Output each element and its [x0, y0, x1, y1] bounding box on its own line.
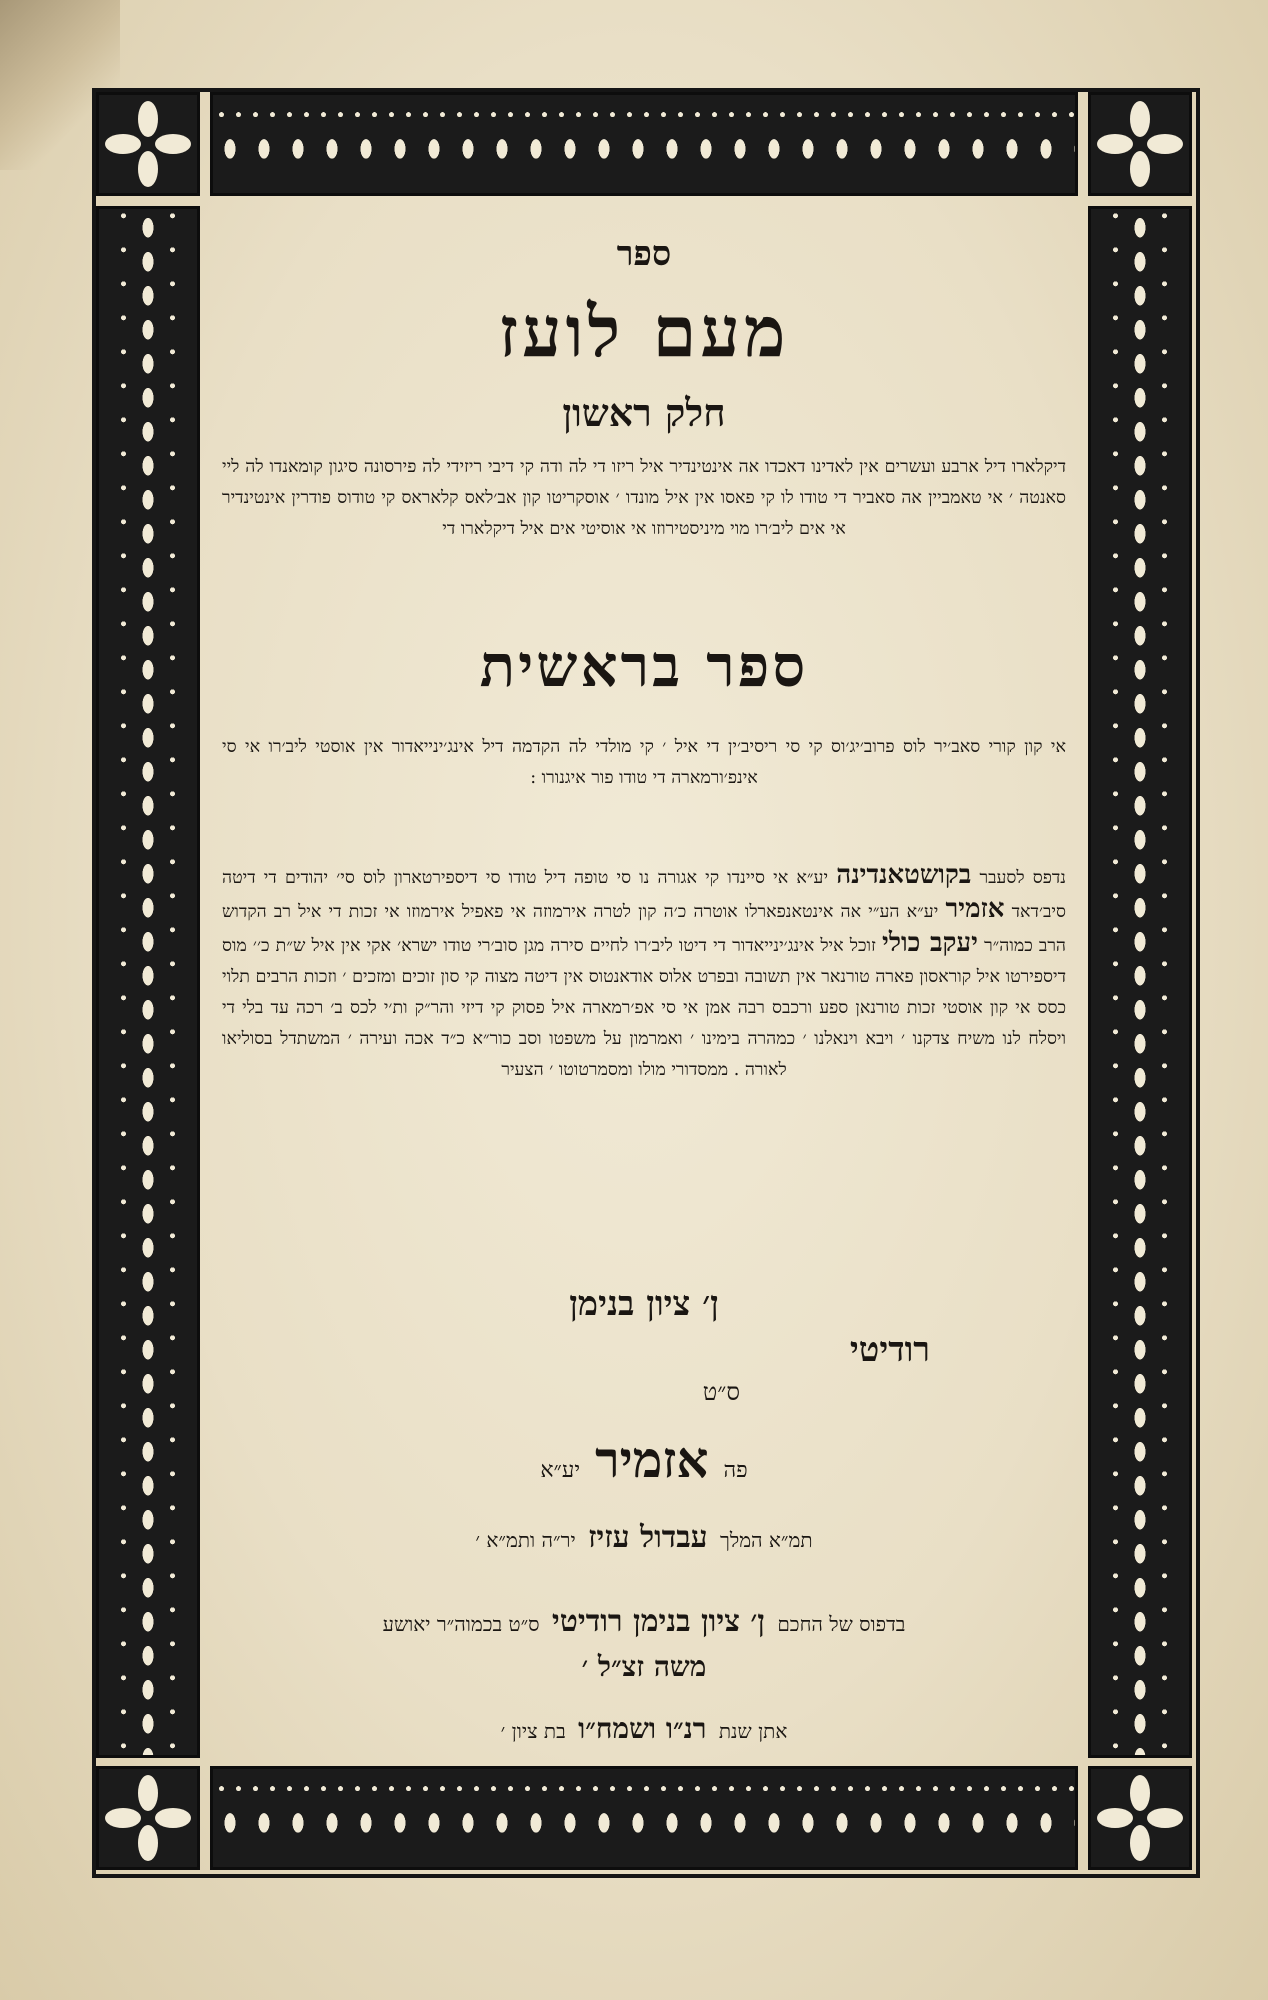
- sultan-name: עבדול עזיז: [588, 1520, 708, 1555]
- corner-rosette-icon: [96, 1766, 200, 1870]
- sultan-pre: תמ״א המלך: [720, 1528, 813, 1552]
- imprint-printer-line2: משה זצ״ל ׳: [581, 1650, 707, 1683]
- author-name-line2: רודיטי: [849, 1330, 930, 1370]
- main-mid-1: יע״א אי סיינדו קי אגורה נו סי טופה דיל טודו סי דיספירטארון לוס סי׳ יהודים די דיטה סיב׳דאד: [222, 868, 1066, 922]
- year-pre: אתן שנת: [718, 1719, 788, 1743]
- imprint-printer: [218, 1604, 1070, 1639]
- intro-paragraph: אי קון קורי סאב׳יר לוס פרוב׳יג׳וס קי סי ריסיב׳ין די איל ׳ קי מולדי לה הקדמה דיל אינג׳ינייאדור אין אוסטי ליב׳רו אי סי אינפ׳ורמארה די טודו פור איגנורו :: [222, 737, 1066, 788]
- corner-rosette-icon: [96, 92, 200, 196]
- printing-history-paragraph: [218, 860, 1070, 1086]
- border-band-left: [96, 206, 200, 1758]
- part-label: חלק ראשון: [562, 390, 726, 435]
- border-band-bottom: [210, 1766, 1078, 1870]
- corner-rosette-icon: [1088, 92, 1192, 196]
- author-name-line1: ן׳ ציון בנימן: [569, 1284, 719, 1324]
- printer-post: ס״ט בכמוה״ר יאושע: [382, 1612, 540, 1636]
- main-mid-2: יע״א הע״י אה אינטאנפארלו אוטרה כ׳ה קון לטרה אירמוזה אי פאפיל אירמוזו אי זכות די איל רב הקדוש הרב כמוה״ר: [222, 902, 1066, 956]
- year-words: רנ״ו ושמח״ו: [578, 1712, 707, 1745]
- place-pre: פה: [723, 1458, 748, 1483]
- main-pre-city: נדפס לסעבר: [979, 868, 1066, 888]
- year-post: בת ציון ׳: [500, 1719, 566, 1743]
- place-name: אזמיר: [595, 1430, 709, 1489]
- imprint-year: [218, 1712, 1070, 1746]
- main-post: זוכל איל אינג׳ינייאדור די דיטו ליב׳רו לחיים סירה מגן סוב׳רי טודו ישרא׳ אקי אין איל ש״ת כ׳׳ מוס דיספירטו איל קוראסון פארה טורנאר אין תשובה ובפרט אלוס אודאנטוס אין דיטה מצוה קי סון זוכים ומזכים ׳ וזכות הרבים תלוי כסס אי קון אוסטי זכות טורנאן ספע ורכבס רבה אמן אי סי אפ׳רמארה איל פסוק קי דיזי והר״ק ות׳י לכס ב׳ רכה עד בלי די ויסלח לנו משיח צדקנו ׳ ויבא וינאלנו ׳ כמהרה בימינו ׳ ואמרמון על משפטו וסב כור״א כ״ד אכה ועירה ׳ המשתדל בסוליאו לאורה . ממסדורי מולו ומסמרטוטו ׳ הצעיר: [222, 936, 1066, 1080]
- printer-name: ן׳ ציון בנימן רודיטי: [551, 1604, 765, 1639]
- rabbi-name: יעקב כולי: [882, 928, 978, 958]
- printer-pre: בדפוס של החכם: [777, 1612, 906, 1636]
- description-paragraph: דיקלארו דיל ארבע ועשרים אין לאדינו דאכדו אה אינטינדיר איל ריזו די לה ודה קי דיבי ריזידי לה פירסונה סיגון קומאנדו לה ליי סאנטה ׳ אי טאמביין אה סאביר די טודו לו קי פאסו אין איל מונדו ׳ אוסקריטו קון אב׳לאס קלאראס קי טודוס פודרין אינטינדיר אי אים ליב׳רו מוי מיניסטירוזו אי אוסיטי אים איל דיקלארו די: [222, 457, 1066, 539]
- sefer-label: ספר: [616, 234, 672, 274]
- corner-rosette-icon: [1088, 1766, 1192, 1870]
- place-post: יע״א: [540, 1458, 581, 1483]
- imprint-ruler: [218, 1520, 1070, 1555]
- book-name: ספר בראשית: [479, 632, 809, 700]
- author-abbreviation: ס״ט: [702, 1378, 740, 1406]
- border-band-top: [210, 92, 1078, 196]
- city2-name: אזמיר: [945, 894, 1005, 924]
- imprint-place: [218, 1430, 1070, 1489]
- border-band-right: [1088, 206, 1192, 1758]
- sultan-post: יר״ה ותמ״א ׳: [475, 1528, 576, 1552]
- city-name: בקושטאנדינה: [836, 860, 972, 890]
- book-title: מעם לועז: [498, 290, 790, 373]
- title-page-text: [218, 220, 1070, 1750]
